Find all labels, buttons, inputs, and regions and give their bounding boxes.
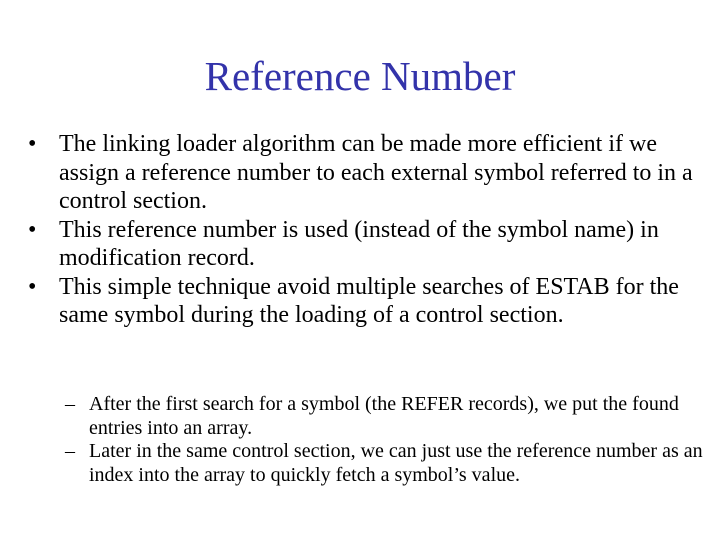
bullet-text: This simple technique avoid multiple searches of ESTAB for the same symbol during the loading of a control section. [59,273,679,328]
slide-title: Reference Number [204,53,516,99]
bullet-item [28,273,708,330]
bullet-icon: • [28,131,37,157]
dash-icon: – [65,393,75,415]
bullet-icon: • [28,273,37,300]
sub-bullet-text: After the first search for a symbol (the REFER records), we put the found entries into an array. [89,393,679,439]
bullet-icon: • [28,216,37,243]
dash-icon: – [65,440,75,462]
bullet-text: The linking loader algorithm can be made more efficient if we assign a reference number to each external symbol referred to in a control section. [59,131,693,214]
sub-bullet-item [65,440,705,487]
sub-bullet-text: Later in the same control section, we can just use the reference number as an index into the array to quickly fetch a symbol’s value. [89,440,703,486]
bullet-text: This reference number is used (instead of the symbol name) in modification record. [59,216,659,271]
bullet-item [28,216,708,273]
bullet-item [28,130,708,216]
sub-bullet-list [65,393,705,487]
bullet-list [28,130,708,330]
sub-bullet-item [65,393,705,440]
